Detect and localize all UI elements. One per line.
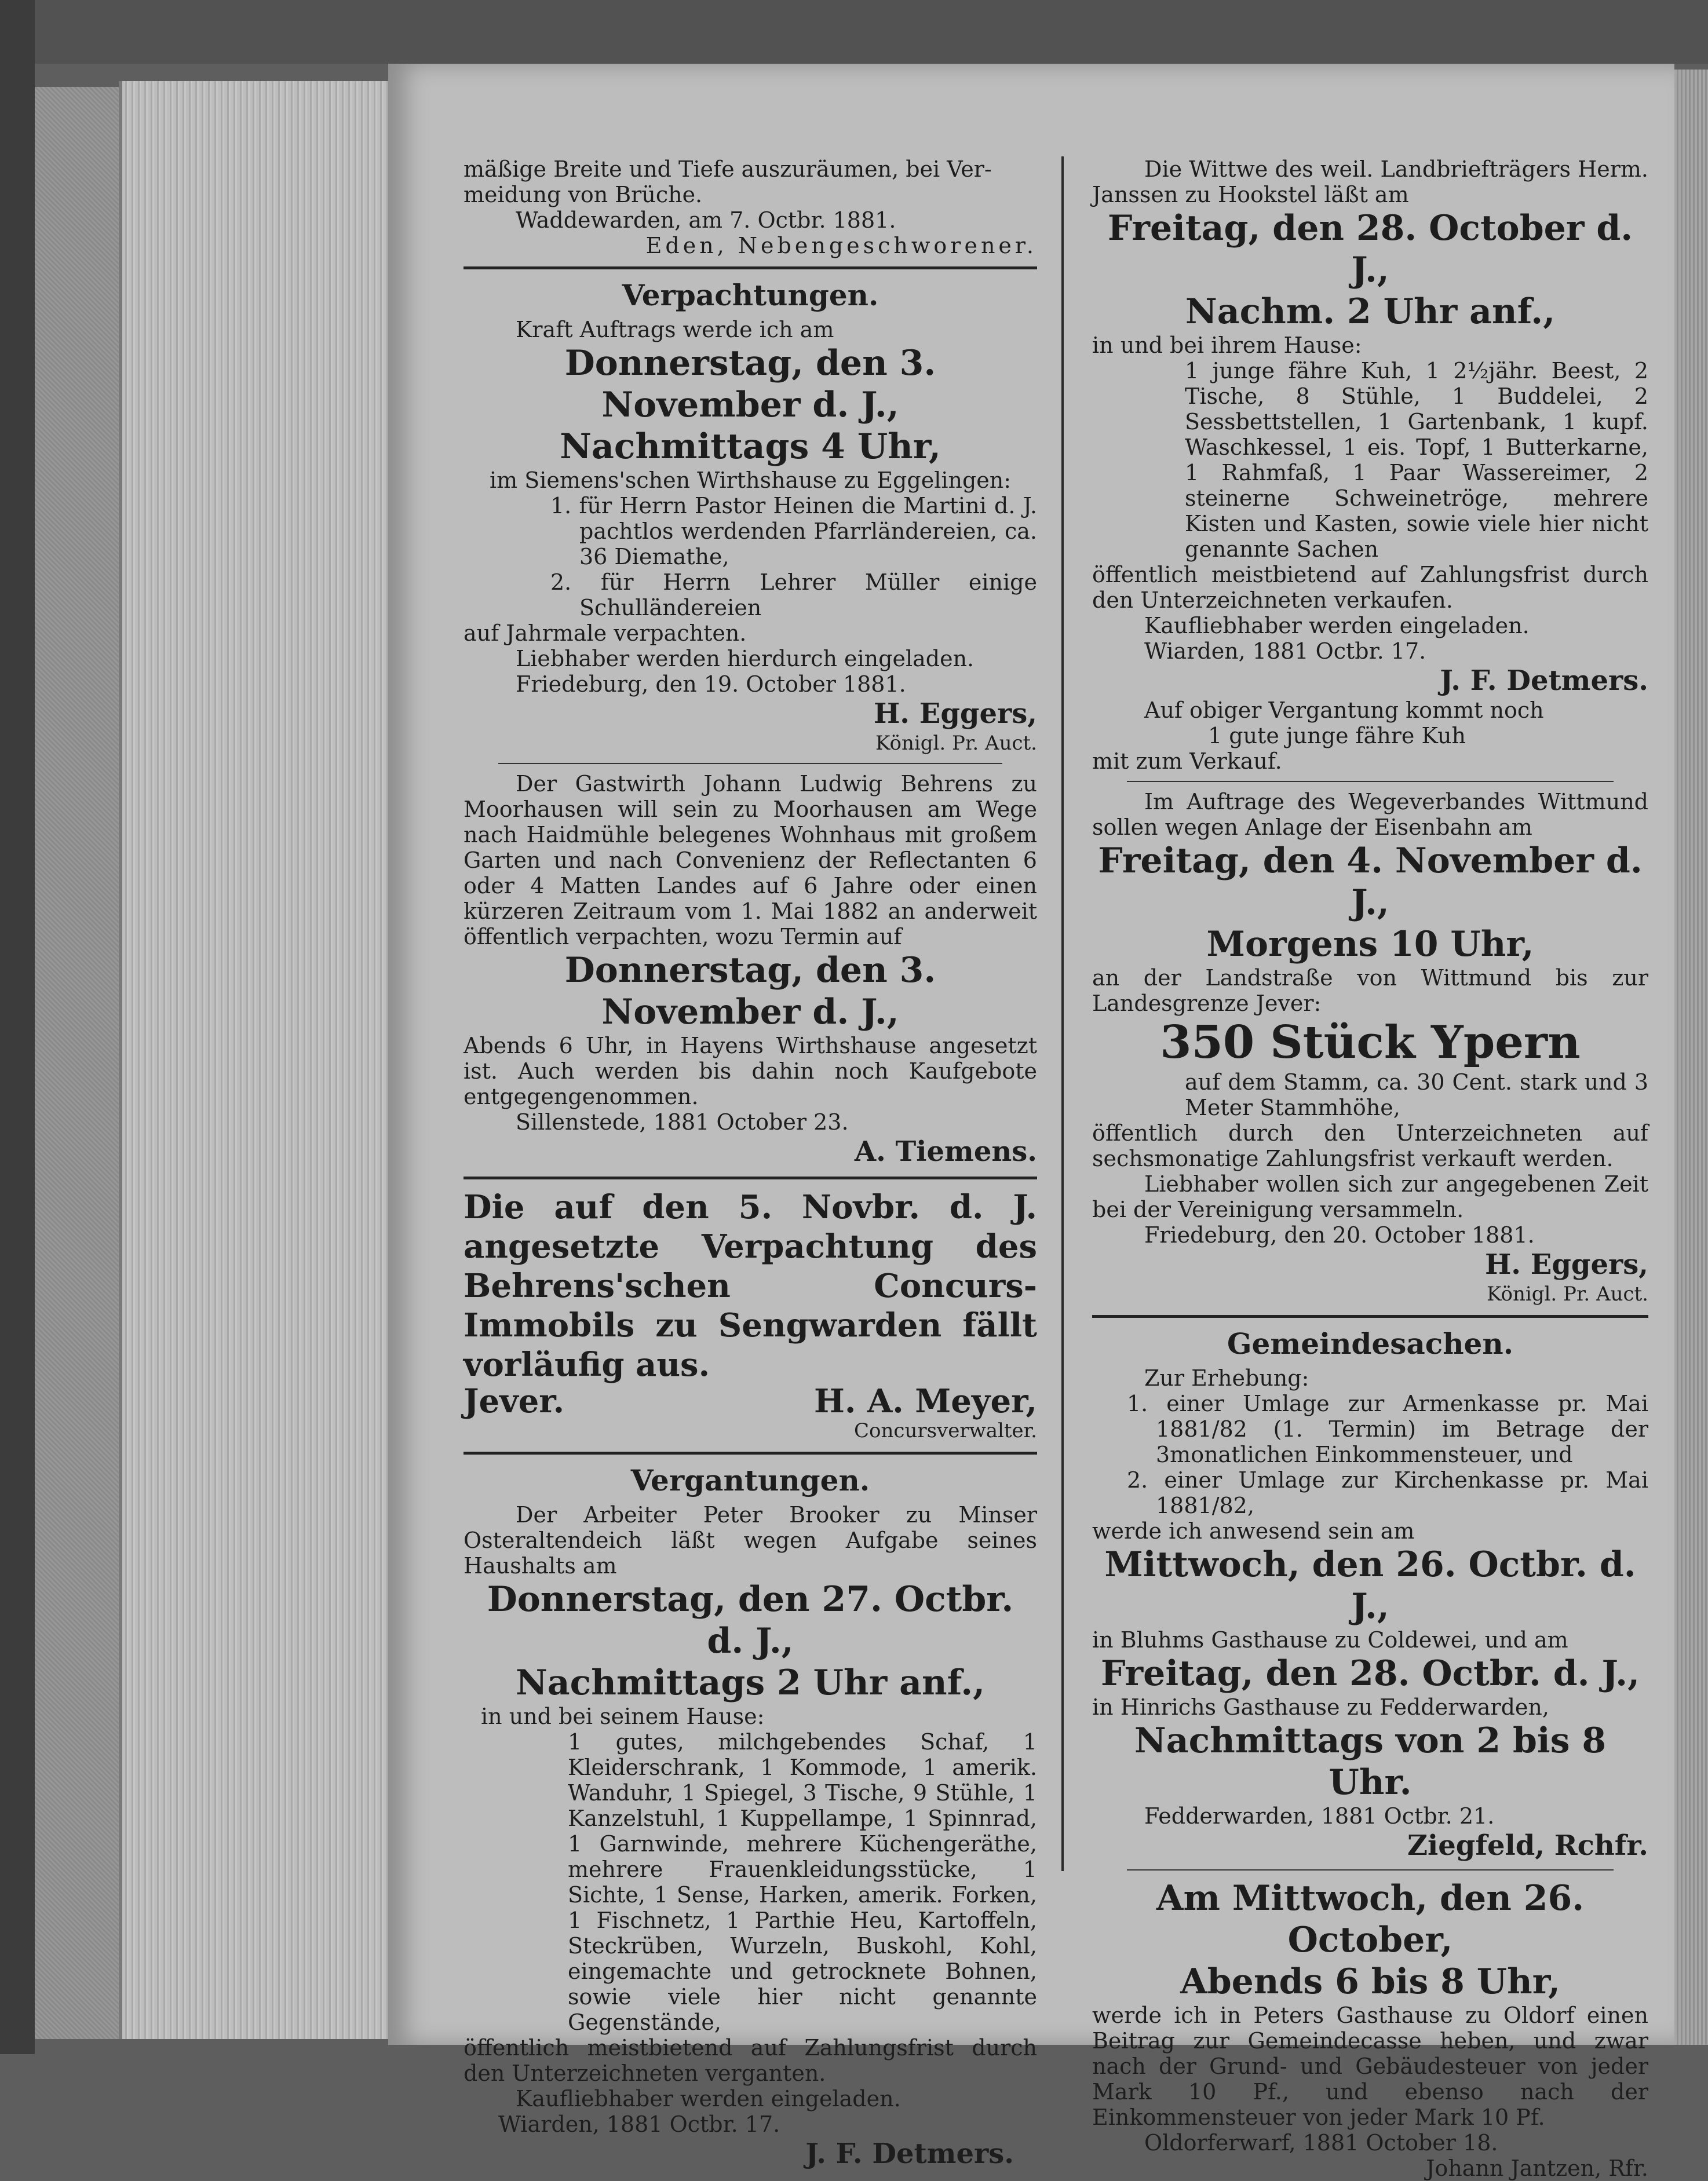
wegeverband-date-line: Friedeburg, den 20. October 1881. (1144, 1222, 1535, 1248)
gemeinde-intro: Zur Erhebung: (1144, 1365, 1309, 1391)
wittwe-tail: öffentlich meistbietend auf Zahlungsfrist durch den Unterzeichneten verkaufen. (1092, 562, 1648, 613)
gemeinde-signature: Ziegfeld, Rchfr. (1407, 1829, 1648, 1862)
column-divider (1061, 156, 1064, 1871)
wegeverband-headline: 350 Stück Ypern (1160, 1016, 1581, 1069)
intro-signature: Eden, Nebengeschworener. (645, 233, 1037, 258)
gemeinde-date-line: Fedderwarden, 1881 Octbr. 21. (1144, 1803, 1495, 1829)
oldorf-text: werde ich in Peters Gasthause zu Oldorf einen Beitrag zur Gemeindecasse heben, und zwar nach der Grund- und Gebäudesteuer von jeder Mark 10 Pf., und ebenso nach der Einkommensteuer von jeder Mark 10 Pf. (1092, 2003, 1648, 2130)
concurs-signature-title: Concursverwalter. (854, 1419, 1037, 1442)
gemeinde-cont: werde ich anwesend sein am (1092, 1518, 1415, 1544)
scan-frame (0, 0, 35, 2054)
wittwe-extra-3: mit zum Verkauf. (1092, 748, 1282, 774)
vergantungen-signature: J. F. Detmers. (805, 2138, 1014, 2170)
section-rule (464, 1177, 1037, 1179)
gemeinde-item-2: 2. einer Umlage zur Kirchenkasse pr. Mai 1881/82, (1127, 1467, 1648, 1518)
gemeinde-place-1: in Bluhms Gasthause zu Coldewei, und am (1092, 1627, 1568, 1653)
intro-line-2: meidung von Brüche. (464, 182, 703, 207)
oldorf-date-line: Oldorferwarf, 1881 October 18. (1144, 2130, 1498, 2156)
concurs-signature: H. A. Meyer, (813, 1382, 1037, 1420)
intro-date: Waddewarden, am 7. Octbr. 1881. (516, 207, 896, 233)
verpachtungen-date: Donnerstag, den 3. November d. J., (564, 343, 936, 425)
wittwe-place: in und bei ihrem Hause: (1092, 333, 1362, 358)
behrens-signature: A. Tiemens. (854, 1135, 1037, 1168)
verpachtungen-item-2: 2. für Herrn Lehrer Müller einige Schulländereien (550, 569, 1037, 620)
scan-top-band (0, 0, 1708, 64)
verpachtungen-date-line: Friedeburg, den 19. October 1881. (516, 671, 906, 697)
oldorf-signature: Johann Jantzen, Rfr. (1426, 2156, 1648, 2181)
vergantungen-date: Donnerstag, den 27. Octbr. d. J., (487, 1579, 1014, 1661)
wegeverband-place: an der Landstraße von Wittmund bis zur Landesgrenze Jever: (1092, 965, 1648, 1016)
gemeinde-time: Nachmittags von 2 bis 8 Uhr. (1134, 1720, 1607, 1803)
vergantungen-date-line: Wiarden, 1881 Octbr. 17. (498, 2111, 780, 2137)
vergantungen-time: Nachmittags 2 Uhr anf., (515, 1663, 986, 1703)
verpachtungen-item-1: 1. für Herrn Pastor Heinen die Martini d. J. pachtlos werdenden Pfarrländereien, ca. 36 Diemathe, (550, 493, 1037, 569)
section-rule-thin (1127, 1869, 1614, 1871)
right-column (1092, 156, 1648, 2181)
gemeinde-place-2: in Hinrichs Gasthause zu Fedderwarden, (1092, 1694, 1549, 1720)
left-column (464, 156, 1037, 2171)
book-right-edges (1674, 70, 1708, 2045)
wegeverband-desc: auf dem Stamm, ca. 30 Cent. stark und 3 Meter Stammhöhe, (1185, 1069, 1648, 1120)
intro-line-1: mäßige Breite und Tiefe auszuräumen, bei Ver- (464, 156, 992, 182)
gemeinde-item-1: 1. einer Umlage zur Armenkasse pr. Mai 1881/82 (1. Termin) im Betrage der 3monatlichen Einkommensteuer, und (1127, 1391, 1648, 1467)
wegeverband-invite: Liebhaber wollen sich zur angegebenen Zeit bei der Vereinigung versammeln. (1092, 1171, 1648, 1222)
verpachtungen-invite: Liebhaber werden hierdurch eingeladen. (516, 646, 975, 671)
concurs-notice: Die auf den 5. Novbr. d. J. angesetzte Verpachtung des Behrens'schen Concurs-Immobils zu Sengwarden fällt vorläufig aus. (464, 1188, 1037, 1384)
book-page-edges (119, 81, 395, 2039)
section-rule (464, 1452, 1037, 1455)
wittwe-date: Freitag, den 28. October d. J., (1107, 208, 1633, 290)
oldorf-date: Am Mittwoch, den 26. October, (1156, 1878, 1585, 1960)
behrens-text-2: Abends 6 Uhr, in Hayens Wirthshause angesetzt ist. Auch werden bis dahin noch Kaufgebote entgegengenommen. (464, 1033, 1037, 1109)
behrens-text: Der Gastwirth Johann Ludwig Behrens zu Moorhausen will sein zu Moorhausen am Wege nach Haidmühle belegenes Wohnhaus mit großem Garten und nach Convenienz der Reflectanten 6 oder 4 Matten Landes auf 6 Jahre oder einen kürzeren Zeitraum vom 1. Mai 1882 an anderweit öffentlich verpachten, wozu Termin auf (464, 771, 1037, 949)
verpachtungen-place: im Siemens'schen Wirthshause zu Eggelingen: (489, 467, 1012, 493)
behrens-date: Donnerstag, den 3. November d. J., (564, 950, 936, 1032)
verpachtungen-signature: H. Eggers, (873, 697, 1037, 730)
section-rule-thin (1127, 781, 1614, 782)
concurs-place: Jever. (464, 1382, 565, 1420)
wegeverband-signature-title: Königl. Pr. Auct. (1487, 1283, 1648, 1306)
section-rule (464, 266, 1037, 269)
book-cover-cloth (35, 87, 122, 2039)
vergantungen-place: in und bei seinem Hause: (481, 1704, 765, 1729)
wittwe-date-line: Wiarden, 1881 Octbr. 17. (1144, 638, 1426, 664)
wegeverband-time: Morgens 10 Uhr, (1206, 924, 1534, 965)
wittwe-extra-2: 1 gute junge fähre Kuh (1208, 723, 1466, 748)
verpachtungen-time: Nachmittags 4 Uhr, (560, 426, 941, 467)
wittwe-items: 1 junge fähre Kuh, 1 2½jähr. Beest, 2 Tische, 8 Stühle, 1 Buddelei, 2 Sessbettstellen, 1 Gartenbank, 1 kupf. Waschkessel, 1 eis. Topf, 1 Butterkarne, 1 Rahmfaß, 1 Paar Wassereimer, 2 steinerne Schweinetröge, mehrere Kisten und Kasten, sowie viele hier nicht genannte Sachen (1185, 358, 1648, 562)
vergantungen-intro: Der Arbeiter Peter Brooker zu Minser Osteraltendeich läßt wegen Aufgabe seines Haushalts am (464, 1502, 1037, 1579)
vergantungen-heading: Vergantungen. (630, 1463, 870, 1497)
oldorf-time: Abends 6 bis 8 Uhr, (1180, 1961, 1560, 2002)
behrens-date-line: Sillenstede, 1881 October 23. (516, 1109, 849, 1135)
wegeverband-date: Freitag, den 4. November d. J., (1098, 841, 1643, 923)
wegeverband-tail: öffentlich durch den Unterzeichneten auf sechsmonatige Zahlungsfrist verkauft werden. (1092, 1120, 1648, 1171)
gemeinde-heading: Gemeindesachen. (1227, 1327, 1514, 1361)
section-rule (1092, 1315, 1648, 1318)
vergantungen-items: 1 gutes, milchgebendes Schaf, 1 Kleiderschrank, 1 Kommode, 1 amerik. Wanduhr, 1 Spiegel, 3 Tische, 9 Stühle, 1 Kanzelstuhl, 1 Kuppellampe, 1 Spinnrad, 1 Garnwinde, mehrere Küchengeräthe, mehrere Frauenkleidungsstücke, 1 Sichte, 1 Sense, Harken, amerik. Forken, 1 Fischnetz, 1 Parthie Heu, Kartoffeln, Steckrüben, Wurzeln, Buskohl, Kohl, eingemachte und getrocknete Bohnen, sowie viele hier nicht genannte Gegenstände, (568, 1729, 1037, 2035)
verpachtungen-tail: auf Jahrmale verpachten. (464, 620, 747, 646)
vergantungen-invite: Kaufliebhaber werden eingeladen. (516, 2086, 901, 2111)
section-rule-thin (498, 763, 1002, 764)
gemeinde-date-2: Freitag, den 28. Octbr. d. J., (1101, 1653, 1640, 1694)
wegeverband-intro: Im Auftrage des Wegeverbandes Wittmund sollen wegen Anlage der Eisenbahn am (1092, 789, 1648, 840)
verpachtungen-intro: Kraft Auftrags werde ich am (516, 317, 834, 342)
gemeinde-date-1: Mittwoch, den 26. Octbr. d. J., (1104, 1544, 1636, 1627)
wegeverband-signature: H. Eggers, (1484, 1248, 1648, 1281)
wittwe-time: Nachm. 2 Uhr anf., (1185, 291, 1556, 332)
wittwe-invite: Kaufliebhaber werden eingeladen. (1144, 613, 1530, 638)
wittwe-intro: Die Wittwe des weil. Landbriefträgers Herm. Janssen zu Hookstel läßt am (1092, 156, 1648, 207)
verpachtungen-heading: Verpachtungen. (622, 278, 879, 312)
wittwe-extra-1: Auf obiger Vergantung kommt noch (1144, 697, 1544, 723)
wittwe-signature: J. F. Detmers. (1440, 664, 1648, 697)
verpachtungen-signature-title: Königl. Pr. Auct. (875, 732, 1037, 755)
concurs-footer (464, 1384, 1037, 1418)
vergantungen-tail: öffentlich meistbietend auf Zahlungsfrist durch den Unterzeichneten verganten. (464, 2035, 1037, 2086)
